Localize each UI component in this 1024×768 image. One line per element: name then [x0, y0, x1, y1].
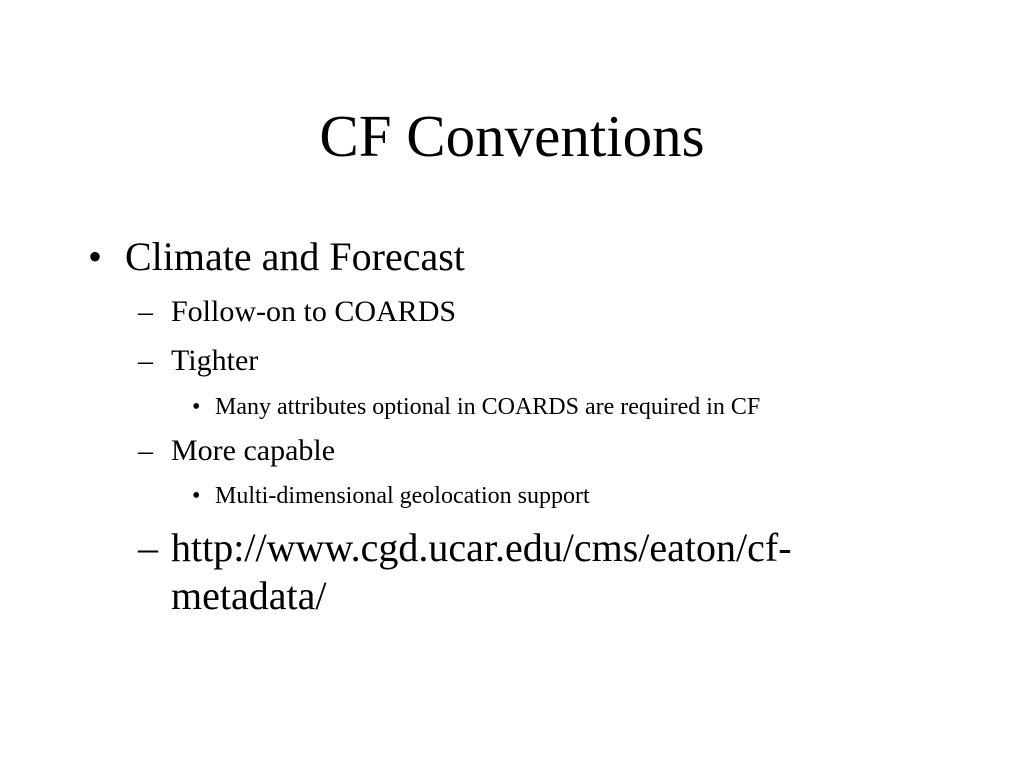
url-link-text: http://www.cgd.ucar.edu/cms/eaton/cf- — [171, 525, 792, 570]
sub-sub-bullet-text: Many attributes optional in COARDS are required in CF — [215, 394, 761, 420]
sub-bullet-text: Tighter — [171, 344, 259, 377]
bullet-marker: • — [192, 483, 201, 509]
dash-marker: – — [138, 525, 158, 570]
bullet-marker: • — [88, 234, 103, 279]
sub-sub-bullet-text: Multi-dimensional geolocation support — [215, 483, 590, 509]
dash-marker: – — [138, 295, 153, 328]
slide-title: CF Conventions — [319, 103, 705, 169]
bullet-marker: • — [192, 394, 201, 420]
bullet-text: Climate and Forecast — [125, 234, 465, 279]
dash-marker: – — [138, 434, 153, 467]
dash-marker: – — [138, 344, 153, 377]
sub-bullet-text: More capable — [171, 434, 336, 467]
sub-bullet-text: Follow-on to COARDS — [171, 295, 457, 328]
url-link-text-continued: metadata/ — [171, 573, 327, 618]
